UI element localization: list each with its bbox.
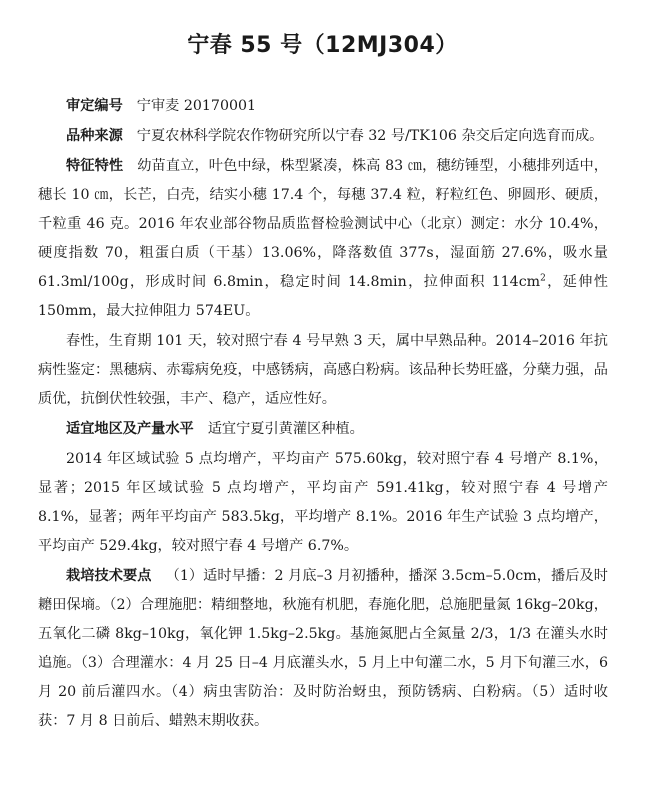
paragraph-approval [38,92,608,121]
label-origin: 品种来源 [66,128,123,144]
label-region: 适宜地区及产量水平 [66,421,194,437]
label-approval: 审定编号 [66,98,123,114]
text-origin: 宁夏农林科学院农作物研究所以宁春 32 号/TK106 杂交后定向选育而成。 [136,128,604,144]
paragraph-origin [38,122,608,151]
paragraph-traits-more: 春性，生育期 101 天，较对照宁春 4 号早熟 3 天，属中早熟品种。2014–2016 年抗病性鉴定：黑穗病、赤霉病免疫，中感锈病，高感白粉病。该品种长势旺盛，分蘖力强，品质优，抗倒伏性较强，丰产、稳产，适应性好。 [38,333,608,407]
superscript-2: 2 [540,273,546,284]
text-traits-end: ，延伸性 150mm，最大拉伸阻力 574EU。 [38,274,608,319]
label-traits: 特征特性 [66,158,124,174]
label-cultivation: 栽培技术要点 [66,568,152,584]
paragraph-traits [38,152,608,326]
text-approval: 宁审麦 20170001 [136,98,257,114]
paragraph-yield: 2014 年区域试验 5 点均增产，平均亩产 575.60kg，较对照宁春 4 号增产 8.1%，显著；2015 年区域试验 5 点均增产，平均亩产 591.41kg，较对照宁春 4 号增产 8.1%，显著；两年平均亩产 583.5kg，平均增产 8.1%。2016 年生产试验 3 点均增产，平均亩产 529.4kg，较对照宁春 4 号增产 6.7%。 [38,451,608,554]
text-traits-main: 幼苗直立，叶色中绿，株型紧凑，株高 83 ㎝，穗纺锤型，小穗排列适中，穗长 10 ㎝，长芒，白壳，结实小穗 17.4 个，每穗 37.4 粒，籽粒红色、卵圆形、硬质，千粒重 46 克。2016 年农业部谷物品质监督检验测试中心（北京）测定：水分 10.4%，硬度指数 70，粗蛋白质（干基）13.06%，降落数值 377s，湿面筋 27.6%，吸水量 61.3ml/100g，形成时间 6.8min，稳定时间 14.8min，拉伸面积 114cm [38,158,608,290]
document-body [38,92,608,737]
text-region: 适宜宁夏引黄灌区种植。 [207,421,364,437]
text-cultivation: （1）适时早播：2 月底–3 月初播种，播深 3.5cm–5.0cm，播后及时耱田保墒。（2）合理施肥：精细整地，秋施有机肥，春施化肥，总施肥量氮 16kg–20kg，五氧化二磷 8kg–10kg，氧化钾 1.5kg–2.5kg。基施氮肥占全氮量 2/3，1/3 在灌头水时追施。（3）合理灌水：4 月 25 日–4 月底灌头水，5 月上中旬灌二水，5 月下旬灌三水，6 月 20 前后灌四水。（4）病虫害防治：及时防治蚜虫，预防锈病、白粉病。（5）适时收获：7 月 8 日前后、蜡熟末期收获。 [38,568,608,729]
paragraph-region [38,415,608,444]
page-title: 宁春 55 号（12MJ304） [187,33,458,58]
paragraph-cultivation [38,562,608,736]
